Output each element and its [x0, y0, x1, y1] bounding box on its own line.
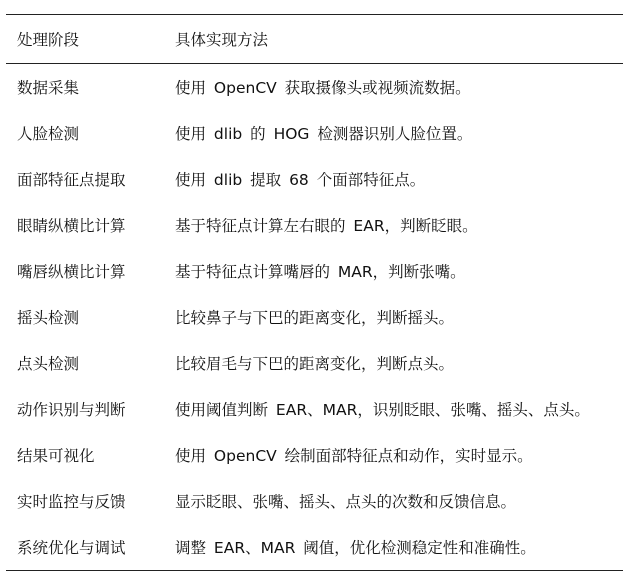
stage-cell: 眼睛纵横比计算 — [17, 217, 126, 235]
table-row — [6, 524, 623, 570]
table-row — [6, 110, 623, 156]
table-row — [6, 156, 623, 202]
table-row — [6, 386, 623, 432]
method-cell: 使用 dlib 的 HOG 检测器识别人脸位置。 — [175, 125, 473, 143]
method-cell: 调整 EAR、MAR 阈值，优化检测稳定性和准确性。 — [175, 539, 536, 557]
table-row — [6, 340, 623, 386]
stage-cell: 动作识别与判断 — [17, 401, 126, 419]
stage-cell: 面部特征点提取 — [17, 171, 126, 189]
method-cell: 基于特征点计算嘴唇的 MAR，判断张嘴。 — [175, 263, 466, 281]
table-row — [6, 202, 623, 248]
table-row — [6, 478, 623, 524]
method-cell: 显示眨眼、张嘴、摇头、点头的次数和反馈信息。 — [175, 493, 517, 511]
stage-cell: 实时监控与反馈 — [17, 493, 126, 511]
table-row — [6, 64, 623, 110]
method-cell: 使用 OpenCV 获取摄像头或视频流数据。 — [175, 79, 471, 97]
method-cell: 比较鼻子与下巴的距离变化，判断摇头。 — [175, 309, 455, 327]
method-cell: 使用 dlib 提取 68 个面部特征点。 — [175, 171, 426, 189]
table-row — [6, 248, 623, 294]
method-cell: 使用 OpenCV 绘制面部特征点和动作，实时显示。 — [175, 447, 533, 465]
method-cell: 使用阈值判断 EAR、MAR，识别眨眼、张嘴、摇头、点头。 — [175, 401, 590, 419]
table-row — [6, 432, 623, 478]
table-row — [6, 294, 623, 340]
method-cell: 基于特征点计算左右眼的 EAR，判断眨眼。 — [175, 217, 478, 235]
header-method: 具体实现方法 — [175, 31, 269, 49]
stage-cell: 点头检测 — [17, 355, 80, 373]
stage-cell: 人脸检测 — [17, 125, 80, 143]
stage-cell: 结果可视化 — [17, 447, 95, 465]
process-table — [6, 14, 623, 571]
stage-cell: 摇头检测 — [17, 309, 80, 327]
stage-cell: 系统优化与调试 — [17, 539, 126, 557]
table-header-row — [6, 15, 623, 64]
stage-cell: 嘴唇纵横比计算 — [17, 263, 126, 281]
header-stage: 处理阶段 — [17, 31, 80, 49]
stage-cell: 数据采集 — [17, 79, 80, 97]
method-cell: 比较眉毛与下巴的距离变化，判断点头。 — [175, 355, 455, 373]
